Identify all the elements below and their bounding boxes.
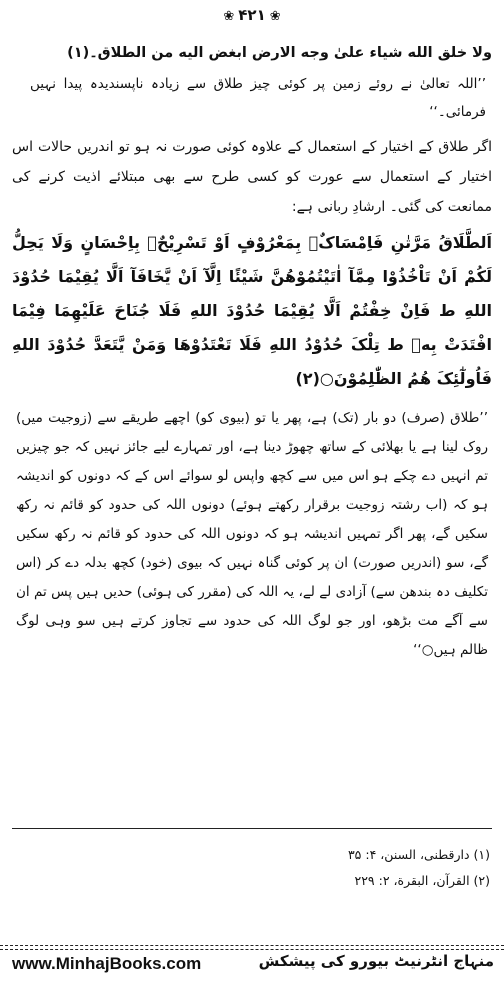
- footer-url-link[interactable]: www.MinhajBooks.com: [12, 954, 202, 973]
- footnote-item: (۲) القرآن، البقرة، ۲: ۲۲۹: [354, 873, 490, 888]
- main-content: [12, 40, 492, 665]
- footer: [0, 952, 504, 980]
- page-number-header: [0, 6, 504, 24]
- page-number: ۴۲۱: [238, 6, 266, 24]
- hadith-translation: ’’اللہ تعالیٰ نے روئے زمین پر کوئی چیز طلاق سے زیادہ ناپسندیدہ پیدا نہیں فرمائی۔‘‘: [30, 76, 486, 120]
- footnote-divider: [12, 828, 492, 829]
- footnotes: [20, 842, 490, 894]
- ornament-right-icon: ❀: [269, 9, 281, 24]
- quran-verse: اَلطَّلَاقُ مَرَّتٰنِ فَاِمْسَاکٌۢ بِمَعْرُوْفٍ اَوْ تَسْرِیْحٌۢ بِاِحْسَانٍ وَلَا یَحِلُّ لَکُمْ اَنْ تَاْخُذُوْا مِمَّآ اٰتَیْتُمُوْهُنَّ شَیْئًا اِلَّآ اَنْ یَّخَافَآ اَلَّا یُقِیْمَا حُدُوْدَ اللهِ ط فَاِنْ خِفْتُمْ اَلَّا یُقِیْمَا حُدُوْدَ اللهِ فَلَا جُنَاحَ عَلَیْهِمَا فِیْمَا افْتَدَتْ بِهٖ ط تِلْکَ حُدُوْدُ اللهِ فَلَا تَعْتَدُوْهَا وَمَنْ یَّتَعَدَّ حُدُوْدَ اللهِ فَاُولٰٓئِکَ هُمُ الظّٰلِمُوْنَ○(۲): [12, 233, 492, 388]
- footer-org-label: منہاج انٹرنیٹ بیورو کی پیشکش: [258, 952, 494, 970]
- verse-translation: ’’طلاق (صرف) دو بار (تک) ہے، پھر یا تو (بیوی کو) اچھے طریقے سے (زوجیت میں) روک لینا ہے یا بھلائی کے ساتھ چھوڑ دینا ہے، اور تمہارے لیے جائز نہیں کہ جو چیزیں تم انہیں دے چکے ہو اس میں سے کچھ واپس لو سوائے اس کے کہ دونوں کو اندیشہ ہو کہ (اب رشتہ زوجیت برقرار رکھتے ہوئے) دونوں اللہ کی حدود کو قائم نہ رکھ سکیں گے، پھر اگر تمہیں اندیشہ ہو کہ دونوں اللہ کی حدود کو قائم نہ رکھ سکیں گے، سو (اندریں صورت) ان پر کوئی گناہ نہیں کہ بیوی (خود) کچھ بدلہ دے کر (اس تکلیف دہ بندھن سے) آزادی لے لے، یہ اللہ کی (مقرر کی ہوئی) حدیں ہیں پس تم ان سے آگے مت بڑھو، اور جو لوگ اللہ کی حدود سے تجاوز کرتے ہیں سو وہی لوگ ظالم ہیں○‘‘: [16, 410, 488, 658]
- ornament-left-icon: ❀: [223, 9, 235, 24]
- hadith-arabic: ولا خلق الله شياء علىٰ وجه الارض ابغض اليه من الطلاق۔(۱): [67, 45, 492, 61]
- footer-divider: [0, 945, 504, 950]
- body-paragraph: اگر طلاق کے اختیار کے استعمال کے علاوہ کوئی صورت نہ ہو تو اندریں حالات اس اختیار کے استعمال سے عورت کو کسی طرح سے بھی مبتلائے اذیت کرنے کی ممانعت کی گئی۔ ارشادِ ربانی ہے:: [12, 139, 492, 215]
- footnote-item: (۱) دارقطنی، السنن، ۴: ۳۵: [347, 847, 490, 862]
